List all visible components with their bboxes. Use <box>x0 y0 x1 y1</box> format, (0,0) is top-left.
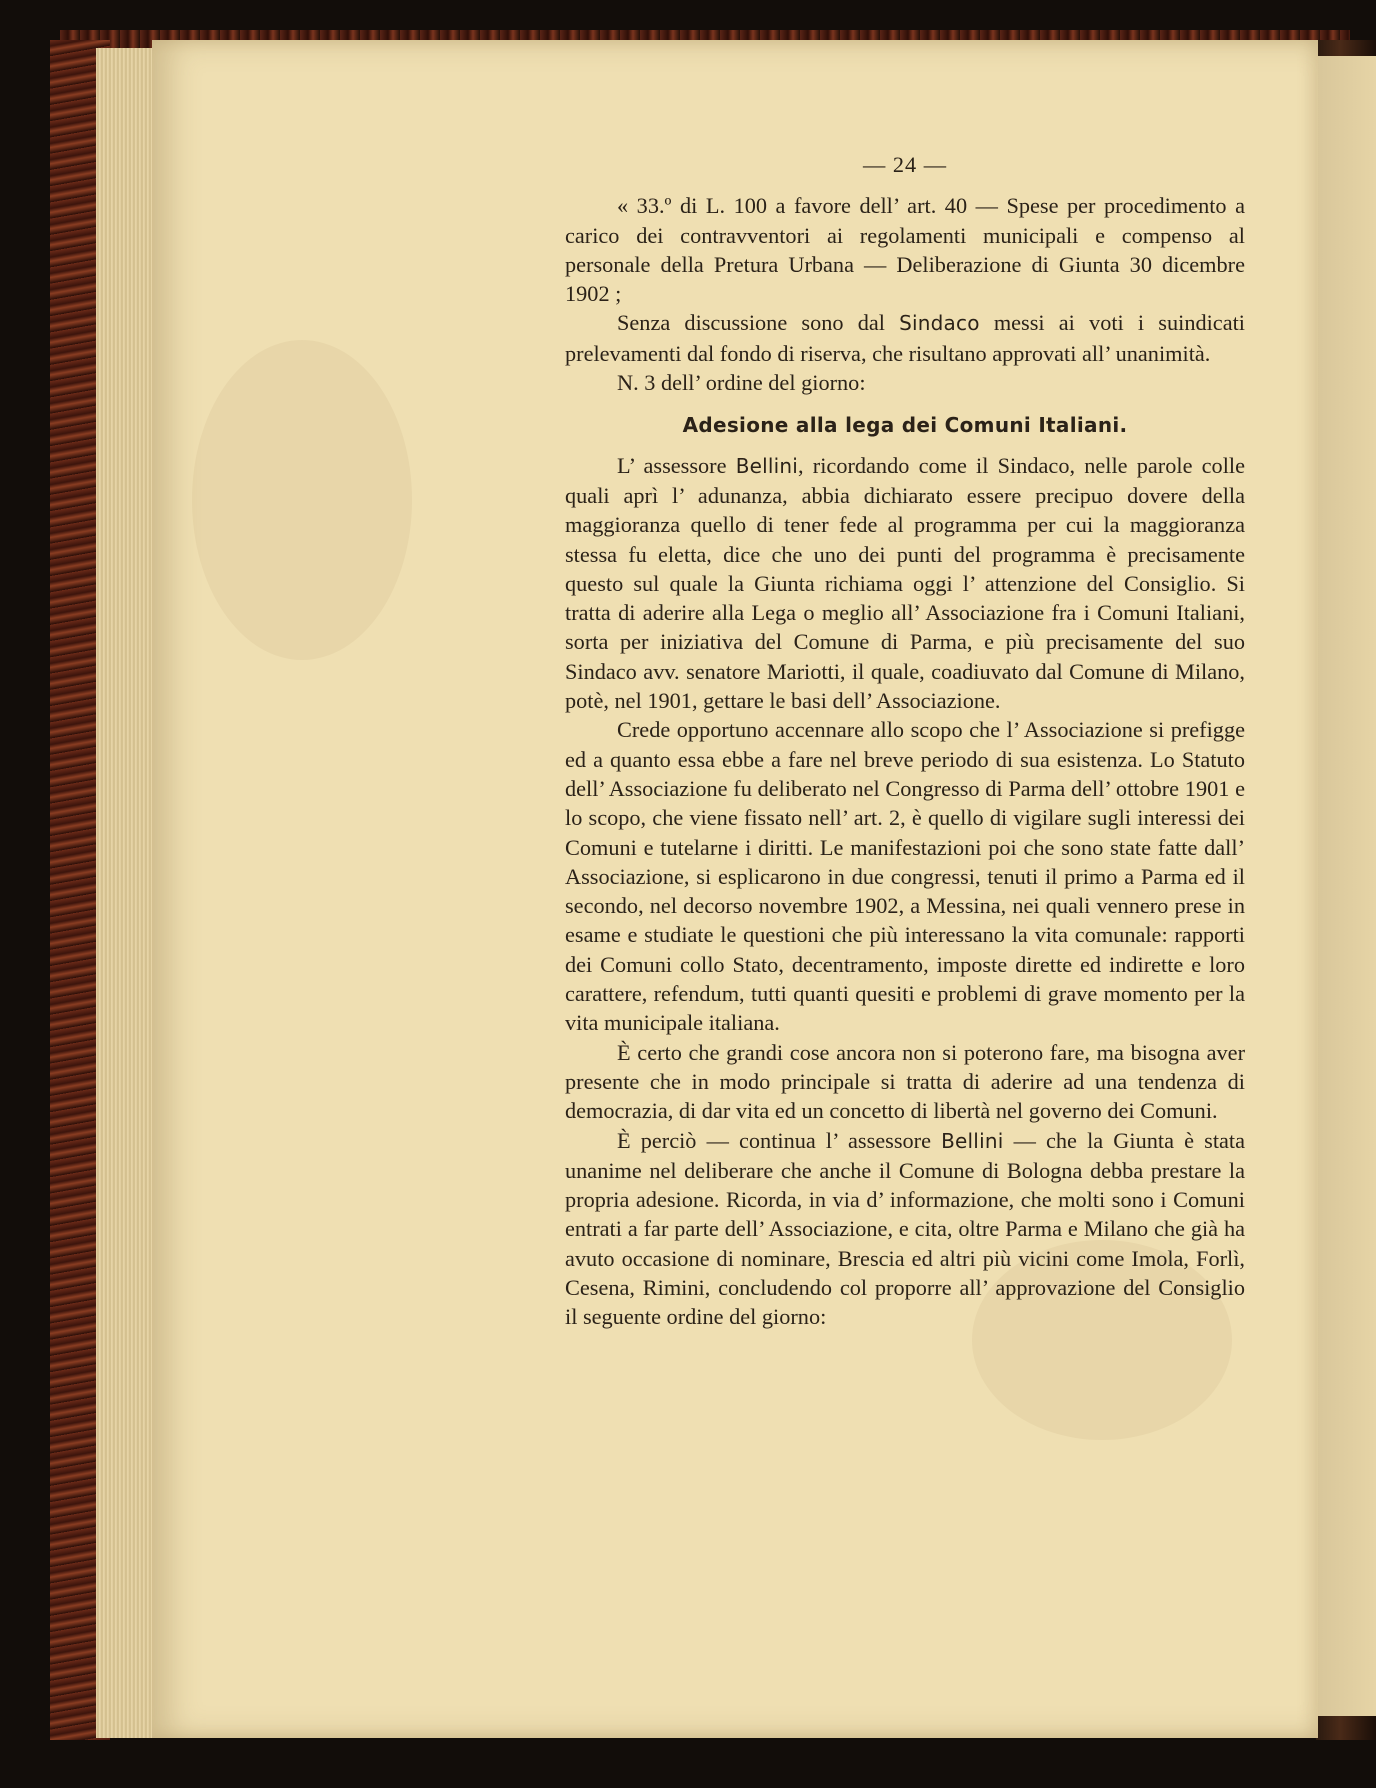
paragraph-democracy: È certo che grandi cose ancora non si poterono fare, ma bisogna aver presente che in modo principale si tratta di aderire ad una tendenza di democrazia, di dar vita ed un concetto di libertà nel governo dei Comuni. <box>565 1039 1245 1124</box>
next-page-edge <box>1316 56 1376 1716</box>
assessore-name: Bellini <box>941 1128 1004 1153</box>
page-number: — 24 — <box>862 152 948 177</box>
paragraph-bellini-intro <box>565 451 1245 716</box>
sindaco-name: Sindaco <box>899 311 980 336</box>
text-run: , ricordando come il Sindaco, nelle parole colle quali aprì l’ adunanza, abbia dichiarato essere precipuo dovere della maggioranza quello di tener fede al programma per cui la maggioranza stessa fu eletta, dice che uno dei punti del programma è precisamente questo sul quale la Giunta richiama oggi l’ attenzione del Consiglio. Si tratta di aderire alla Lega o meglio all’ Associazione fra i Comuni Italiani, sorta per iniziativa del Comune di Parma, e più precisamente del suo Sindaco avv. senatore Mariotti, il quale, coadiuvato dal Comune di Milano, potè, nel 1901, gettare le basi dell’ Associazione. <box>565 452 1245 714</box>
paragraph-article-33: « 33.º di L. 100 a favore dell’ art. 40 — Spese per procedimento a carico dei contravventori ai regolamenti municipali e compenso al personale della Pretura Urbana — Deliberazione di Giunta 30 dicembre 1902 ; <box>565 193 1245 307</box>
text-run: Senza discussione sono dal <box>617 310 900 336</box>
section-heading: Adesione alla lega dei Comuni Italiani. <box>682 413 1128 438</box>
paragraph-agenda-item: N. 3 dell’ ordine del giorno: <box>617 370 866 396</box>
paragraph-giunta-unanimous <box>565 1126 1245 1332</box>
text-run: messi ai voti i suindicati prelevamenti dal fondo di riserva, che risultano approvati all’ unanimità. <box>565 310 1245 366</box>
page-text <box>565 150 1245 1332</box>
text-run: È perciò — continua l’ assessore <box>617 1127 942 1153</box>
assessore-name: Bellini <box>735 453 799 478</box>
paper-stain <box>192 340 412 660</box>
paragraph-association-scope: Crede opportuno accennare allo scopo che l’ Associazione si prefigge ed a quanto essa ebbe a fare nel breve periodo di sua esistenza. Lo Statuto dell’ Associazione fu deliberato nel Congresso di Parma dell’ ottobre 1901 e lo scopo, che viene fissato nell’ art. 2, è quello di vigilare sugli interessi dei Comuni e tutelarne i diritti. Le manifestazioni poi che sono state fatte dall’ Associazione, si esplicarono in due congressi, tenuti il primo a Parma ed il secondo, nel decorso novembre 1902, a Messina, nei quali vennero prese in esame e studiate le questioni che più interessano la vita comunale: rapporti dei Comuni collo Stato, decentramento, imposte dirette ed indirette e loro carattere, refendum, tutti quanti quesiti e problemi di grave momento per la vita municipale italiana. <box>565 717 1245 1036</box>
paragraph-vote <box>565 308 1245 368</box>
page-stack-edges <box>96 48 156 1738</box>
text-run: L’ assessore <box>617 452 736 478</box>
text-run: — che la Giunta è stata unanime nel deliberare che anche il Comune di Bologna debba prestare la propria adesione. Ricorda, in via d’ informazione, che molti sono i Comuni entrati a far parte dell’ Associazione, e cita, oltre Parma e Milano che già ha avuto occasione di nominare, Brescia ed altri più vicini come Imola, Forlì, Cesena, Rimini, concludendo col proporre all’ approvazione del Consiglio il seguente ordine del giorno: <box>565 1127 1245 1330</box>
